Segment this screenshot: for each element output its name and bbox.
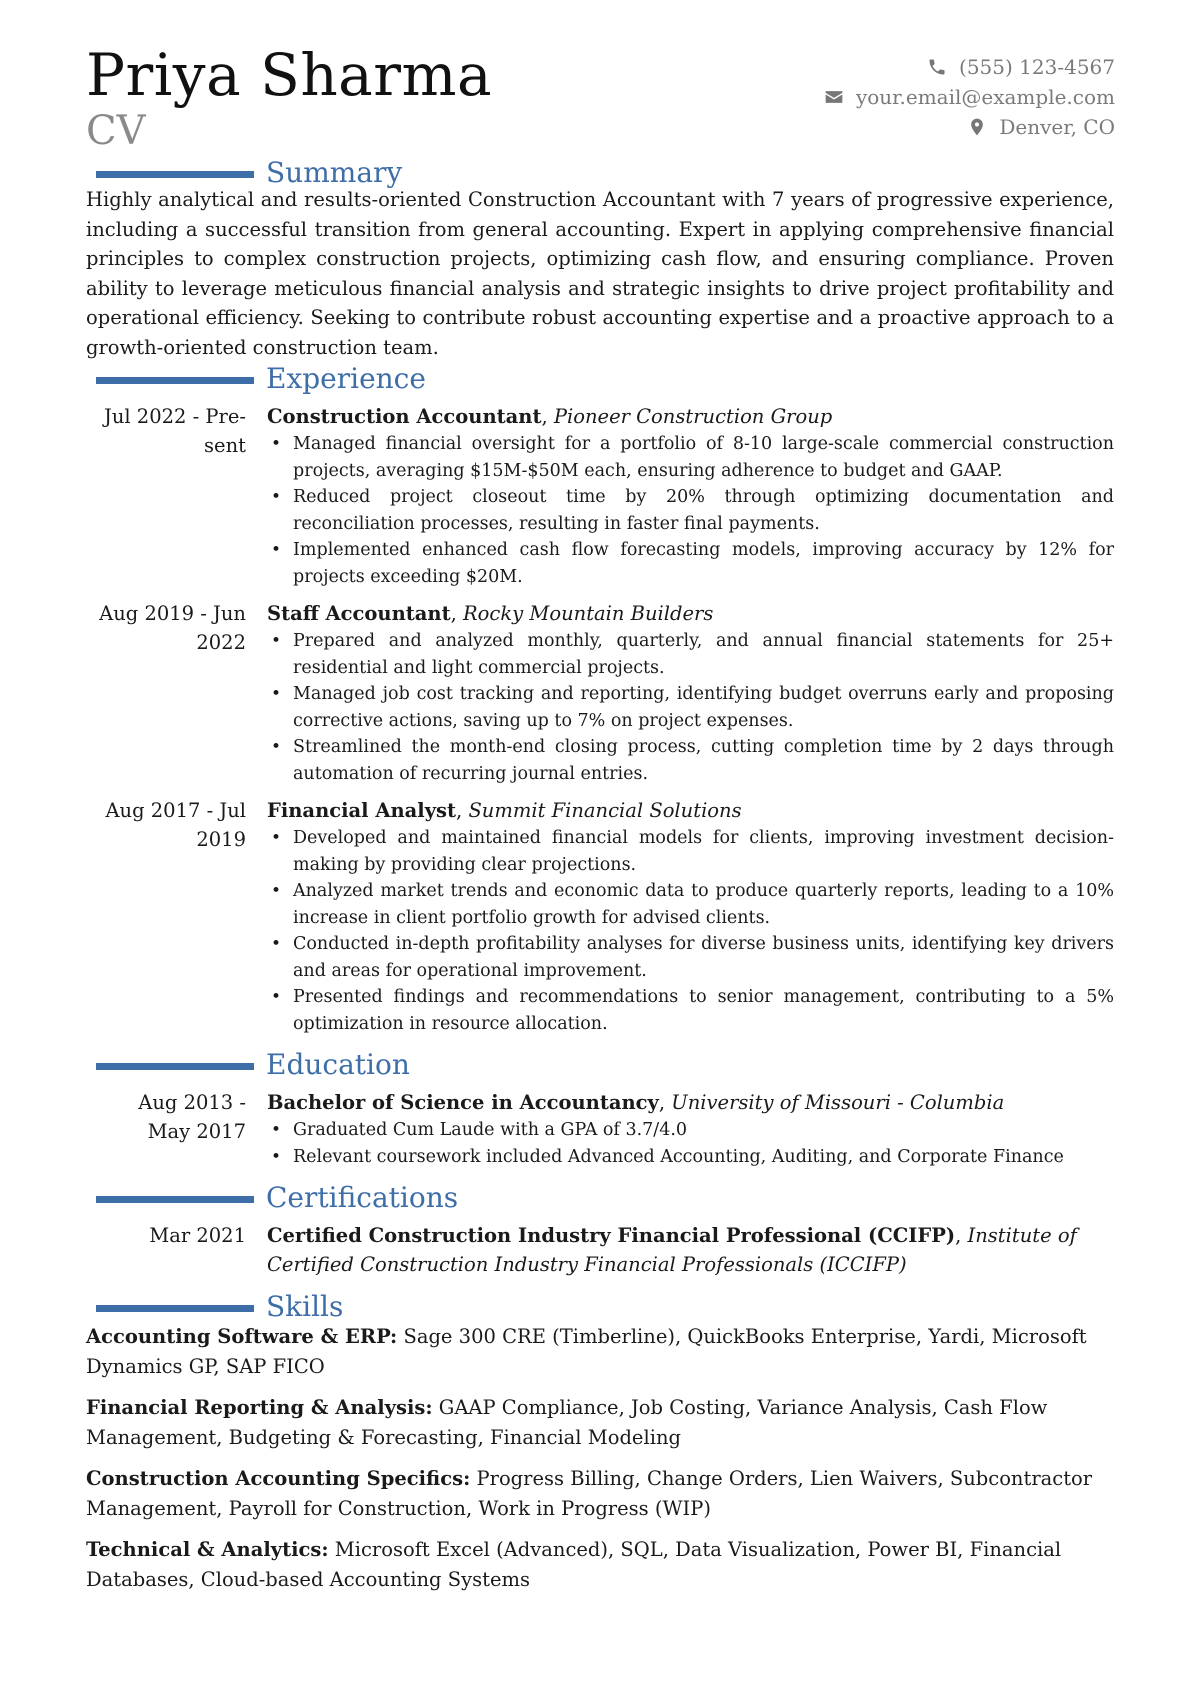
skill-values: GAAP Compliance, Job Costing, Variance Analysis, Cash Flow Management, Budgeting & Forecasting, Financial Modeling [86, 1396, 1048, 1449]
list-item: • Streamlined the month-end closing process, cutting completion time by 2 days through automation of recurring journal entries. [267, 734, 1114, 787]
document-kind: CV [86, 108, 146, 154]
section-title: Education [266, 1048, 410, 1081]
employer: Rocky Mountain Builders [463, 602, 714, 625]
section-accent-bar [96, 171, 254, 178]
contact-email [824, 82, 1115, 112]
section-header-education [96, 1047, 1096, 1083]
entry-date [86, 1088, 246, 1146]
list-item: • Prepared and analyzed monthly, quarterly, and annual financial statements for 25+ residential and light commercial projects. [267, 628, 1114, 681]
email-text[interactable]: your.email@example.com [855, 85, 1115, 109]
entry-body [267, 796, 1114, 1037]
section-accent-bar [96, 1063, 254, 1070]
skill-group [86, 1535, 1114, 1594]
section-title: Summary [266, 156, 403, 189]
map-pin-icon [967, 117, 987, 137]
date-line: Jul 2022 - Pre- [104, 405, 246, 428]
skill-group [86, 1393, 1114, 1452]
list-item: • Graduated Cum Laude with a GPA of 3.7/4.0 [267, 1117, 1114, 1144]
bullet-list [267, 431, 1114, 590]
phone-text: (555) 123-4567 [959, 55, 1115, 79]
job-title: Construction Accountant [267, 405, 542, 428]
skill-label: Accounting Software & ERP: [86, 1325, 398, 1348]
envelope-icon [824, 87, 844, 107]
date-line: Aug 2013 - [138, 1091, 246, 1114]
entry-date [86, 796, 246, 854]
entry-body [267, 402, 1114, 590]
section-accent-bar [96, 1196, 254, 1203]
skill-group [86, 1322, 1114, 1381]
list-item: • Reduced project closeout time by 20% through optimizing documentation and reconciliation processes, resulting in faster final payments. [267, 484, 1114, 537]
person-name: Priya Sharma [86, 41, 493, 109]
employer: Summit Financial Solutions [468, 799, 742, 822]
date-line: 2019 [196, 828, 246, 851]
issuing-body: Institute of Certified Construction Industry Financial Professionals (ICCIFP) [267, 1224, 1077, 1276]
entry-heading: Staff Accountant, Rocky Mountain Builders [267, 602, 714, 625]
bullet-list [267, 825, 1114, 1037]
date-line: Aug 2019 - Jun [99, 602, 246, 625]
employer: Pioneer Construction Group [553, 405, 833, 428]
skill-label: Construction Accounting Specifics: [86, 1467, 471, 1490]
skill-values: Progress Billing, Change Orders, Lien Waivers, Subcontractor Management, Payroll for Construction, Work in Progress (WIP) [86, 1467, 1093, 1520]
summary-text: Highly analytical and results-oriented Construction Accountant with 7 years of progressive experience, including a successful transition from general accounting. Expert in applying comprehensive financial principles to complex construction projects, optimizing cash flow, and ensuring compliance. Proven ability to leverage meticulous financial analysis and strategic insights to drive project profitability and operational efficiency. Seeking to contribute robust accounting expertise and a proactive approach to a growth-oriented construction team. [86, 188, 1114, 359]
degree-title: Bachelor of Science in Accountancy [267, 1091, 659, 1114]
list-item: • Presented findings and recommendations to senior management, contributing to a 5% optimization in resource allocation. [267, 984, 1114, 1037]
section-header-skills [96, 1289, 1096, 1325]
entry-heading: Bachelor of Science in Accountancy, University of Missouri - Columbia [267, 1091, 1005, 1114]
phone-icon [927, 57, 947, 77]
certification-title: Certified Construction Industry Financial Professional (CCIFP) [267, 1224, 956, 1247]
contact-phone [824, 52, 1115, 82]
list-item: • Managed job cost tracking and reporting, identifying budget overruns early and proposing corrective actions, saving up to 7% on project expenses. [267, 681, 1114, 734]
job-title: Staff Accountant [267, 602, 451, 625]
entry-body [267, 1221, 1114, 1279]
contact-block [824, 52, 1115, 142]
entry-date [86, 599, 246, 657]
list-item: • Relevant coursework included Advanced Accounting, Auditing, and Corporate Finance [267, 1144, 1114, 1171]
section-accent-bar [96, 1305, 254, 1312]
section-title: Certifications [266, 1181, 459, 1214]
list-item: • Developed and maintained financial models for clients, improving investment decision-making by providing clear projections. [267, 825, 1114, 878]
entry-heading: Financial Analyst, Summit Financial Solutions [267, 799, 742, 822]
skill-values: Microsoft Excel (Advanced), SQL, Data Visualization, Power BI, Financial Databases, Cloud-based Accounting Systems [86, 1538, 1062, 1591]
skill-values: Sage 300 CRE (Timberline), QuickBooks Enterprise, Yardi, Microsoft Dynamics GP, SAP FICO [86, 1325, 1087, 1378]
date-line: Aug 2017 - Jul [105, 799, 246, 822]
entry-date [86, 402, 246, 460]
date-line: 2022 [196, 631, 246, 654]
entry-heading: Construction Accountant, Pioneer Construction Group [267, 405, 833, 428]
list-item: • Implemented enhanced cash flow forecasting models, improving accuracy by 12% for projects exceeding $20M. [267, 537, 1114, 590]
entry-body [267, 599, 1114, 787]
section-title: Skills [266, 1290, 344, 1323]
entry-date: Mar 2021 [149, 1224, 246, 1247]
skill-label: Financial Reporting & Analysis: [86, 1396, 433, 1419]
entry-body [267, 1088, 1114, 1170]
date-line: sent [204, 434, 246, 457]
location-text: Denver, CO [999, 115, 1115, 139]
section-header-certifications [96, 1180, 1096, 1216]
section-accent-bar [96, 377, 254, 384]
skills-list [86, 1322, 1114, 1606]
list-item: • Conducted in-depth profitability analyses for diverse business units, identifying key drivers and areas for operational improvement. [267, 931, 1114, 984]
list-item: • Managed financial oversight for a portfolio of 8-10 large-scale commercial construction projects, averaging $15M-$50M each, ensuring adherence to budget and GAAP. [267, 431, 1114, 484]
section-header-experience [96, 361, 1096, 397]
skill-label: Technical & Analytics: [86, 1538, 329, 1561]
section-title: Experience [266, 362, 426, 395]
date-line: May 2017 [147, 1120, 246, 1143]
entry-heading: Certified Construction Industry Financial Professional (CCIFP), Institute of Certified Construction Industry Financial Professionals (ICCIFP) [267, 1224, 1077, 1276]
bullet-list [267, 628, 1114, 787]
skill-group [86, 1464, 1114, 1523]
job-title: Financial Analyst [267, 799, 457, 822]
bullet-list [267, 1117, 1114, 1170]
list-item: • Analyzed market trends and economic data to produce quarterly reports, leading to a 10% increase in client portfolio growth for advised clients. [267, 878, 1114, 931]
contact-location [824, 112, 1115, 142]
institution: University of Missouri - Columbia [671, 1091, 1005, 1114]
